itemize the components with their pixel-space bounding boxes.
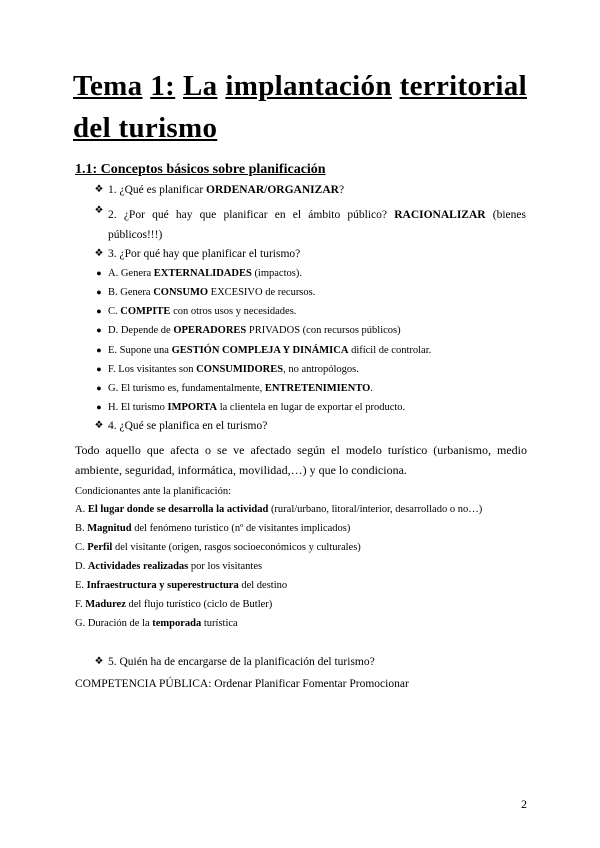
- diamond-bullet-icon: ❖: [94, 656, 104, 667]
- question-4: ❖ 4. ¿Qué se planifica en el turismo?: [90, 420, 267, 432]
- condition-item: G. Duración de la temporada turística: [75, 618, 238, 629]
- list-item: ● D. Depende de OPERADORES PRIVADOS (con recursos públicos): [90, 325, 401, 336]
- title-word: implantación: [225, 70, 392, 102]
- list-item: ● B. Genera CONSUMO EXCESIVO de recursos.: [90, 287, 315, 298]
- condition-item: B. Magnitud del fenómeno turístico (nº de visitantes implicados): [75, 523, 351, 534]
- title-word: Tema: [73, 70, 143, 102]
- condition-item: D. Actividades realizadas por los visitantes: [75, 561, 263, 572]
- question-1: ❖ 1. ¿Qué es planificar ORDENAR/ORGANIZAR?: [90, 184, 344, 196]
- list-item: ● G. El turismo es, fundamentalmente, ENTRETENIMIENTO.: [90, 383, 373, 394]
- conditions-heading: Condicionantes ante la planificación:: [75, 486, 231, 497]
- bullet-icon: ●: [96, 364, 102, 374]
- diamond-bullet-icon: ❖: [94, 205, 104, 216]
- paragraph: Todo aquello que afecta o se ve afectado según el modelo turístico (urbanismo, medio ambiente, seguridad, informática, movilidad,…) y que lo condiciona.: [75, 443, 527, 477]
- title-word: 1:: [150, 70, 176, 102]
- condition-item: C. Perfil del visitante (origen, rasgos socioeconómicos y culturales): [75, 542, 361, 553]
- bullet-icon: ●: [96, 402, 102, 412]
- title-word: territorial: [399, 70, 527, 102]
- list-item: ● A. Genera EXTERNALIDADES (impactos).: [90, 268, 302, 279]
- list-item: ● E. Supone una GESTIÓN COMPLEJA Y DINÁMICA difícil de controlar.: [90, 345, 431, 356]
- title-line-1: [73, 70, 527, 103]
- title-word: La: [183, 70, 218, 102]
- question-3: ❖ 3. ¿Por qué hay que planificar el turismo?: [90, 248, 300, 260]
- bullet-icon: ●: [96, 287, 102, 297]
- section-heading: 1.1: Conceptos básicos sobre planificación: [75, 162, 326, 177]
- page-number: 2: [521, 797, 527, 811]
- question-2: ❖ 2. ¿Por qué hay que planificar en el ámbito público? RACIONALIZAR (bienes públicos!!!): [90, 205, 526, 245]
- competence-line: COMPETENCIA PÚBLICA: Ordenar Planificar Fomentar Promocionar: [75, 678, 409, 690]
- list-item: ● H. El turismo IMPORTA la clientela en lugar de exportar el producto.: [90, 402, 405, 413]
- diamond-bullet-icon: ❖: [94, 184, 104, 195]
- bullet-icon: ●: [96, 306, 102, 316]
- list-item: ● F. Los visitantes son CONSUMIDORES, no antropólogos.: [90, 364, 359, 375]
- list-item: ● C. COMPITE con otros usos y necesidades.: [90, 306, 296, 317]
- question-5: ❖ 5. Quién ha de encargarse de la planificación del turismo?: [90, 656, 375, 668]
- title-line-2: del turismo: [73, 112, 218, 144]
- diamond-bullet-icon: ❖: [94, 248, 104, 259]
- condition-item: F. Madurez del flujo turístico (ciclo de Butler): [75, 599, 273, 610]
- bullet-icon: ●: [96, 268, 102, 278]
- condition-item: A. El lugar donde se desarrolla la actividad (rural/urbano, litoral/interior, desarrollado o no…): [75, 504, 483, 515]
- bullet-icon: ●: [96, 383, 102, 393]
- condition-item: E. Infraestructura y superestructura del destino: [75, 580, 288, 591]
- bullet-icon: ●: [96, 345, 102, 355]
- bullet-icon: ●: [96, 325, 102, 335]
- diamond-bullet-icon: ❖: [94, 420, 104, 431]
